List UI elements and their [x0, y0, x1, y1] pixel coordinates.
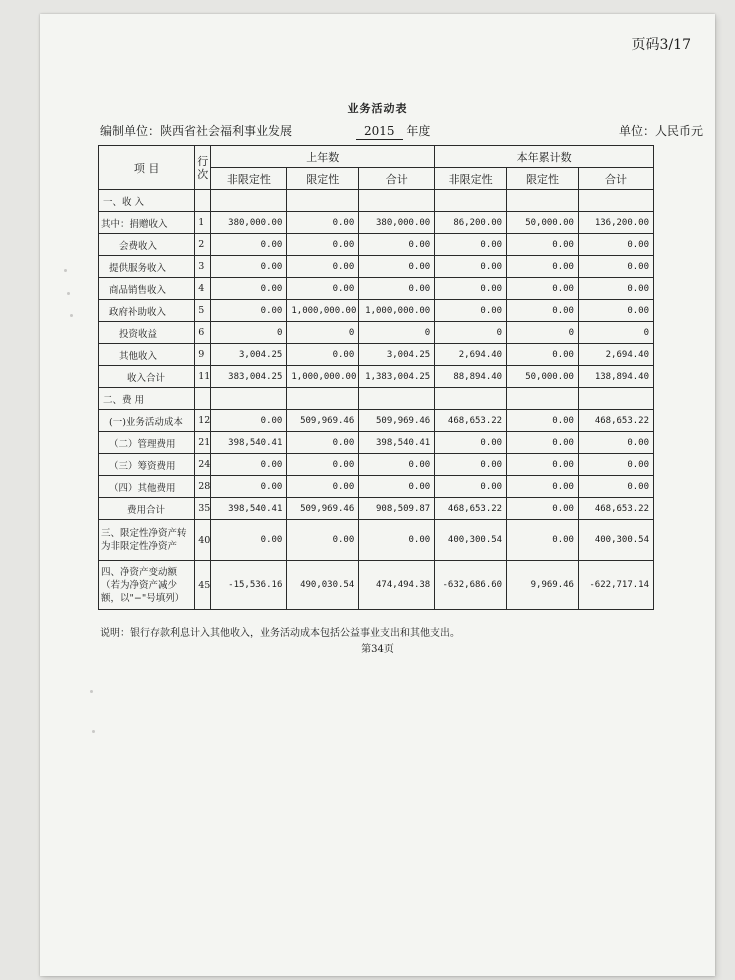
cell-value [507, 388, 579, 410]
cell-value: 0.00 [359, 234, 435, 256]
cell-value: 0.00 [287, 432, 359, 454]
header-prev-nonrestricted: 非限定性 [211, 168, 287, 190]
cell-value: 468,653.22 [435, 498, 507, 520]
header-cur-total: 合计 [578, 168, 653, 190]
paper-speck [90, 690, 93, 693]
cell-value [211, 388, 287, 410]
cell-value: 380,000.00 [211, 212, 287, 234]
row-label: 会费收入 [99, 234, 195, 256]
cell-value: 88,894.40 [435, 366, 507, 388]
cell-value: 0.00 [507, 256, 579, 278]
currency-unit: 单位：人民币元 [618, 124, 703, 138]
header-prev-restricted: 限定性 [287, 168, 359, 190]
cell-value: 0.00 [287, 344, 359, 366]
cell-value [287, 190, 359, 212]
row-label: 政府补助收入 [99, 300, 195, 322]
cell-value: 0 [211, 322, 287, 344]
row-line-no: 35 [195, 498, 211, 520]
header-item: 项 目 [99, 146, 195, 190]
cell-value: 138,894.40 [578, 366, 653, 388]
table-row [99, 322, 654, 344]
header-prev-year: 上年数 [211, 146, 435, 168]
cell-value: 0.00 [507, 234, 579, 256]
cell-value: 3,004.25 [211, 344, 287, 366]
cell-value: 0.00 [435, 454, 507, 476]
cell-value: 0.00 [435, 476, 507, 498]
cell-value: 468,653.22 [578, 410, 653, 432]
cell-value: 0.00 [287, 454, 359, 476]
row-line-no: 9 [195, 344, 211, 366]
row-line-no: 4 [195, 278, 211, 300]
cell-value: 50,000.00 [507, 212, 579, 234]
cell-value: 509,969.46 [359, 410, 435, 432]
table-row [99, 520, 654, 561]
cell-value: 400,300.54 [435, 520, 507, 561]
cell-value: 136,200.00 [578, 212, 653, 234]
cell-value: 509,969.46 [287, 498, 359, 520]
cell-value: 2,694.40 [435, 344, 507, 366]
cell-value: 398,540.41 [211, 498, 287, 520]
row-label: （四）其他费用 [99, 476, 195, 498]
document-page [40, 14, 715, 976]
cell-value: 1,000,000.00 [359, 300, 435, 322]
cell-value: 0.00 [211, 454, 287, 476]
organization-name: 陕西省社会福利事业发展 [160, 124, 293, 138]
cell-value: 9,969.46 [507, 561, 579, 610]
paper-speck [67, 292, 70, 295]
cell-value [578, 388, 653, 410]
cell-value: 50,000.00 [507, 366, 579, 388]
cell-value: 0 [507, 322, 579, 344]
cell-value: 0.00 [287, 278, 359, 300]
table-row [99, 234, 654, 256]
cell-value: 0 [287, 322, 359, 344]
cell-value: 0.00 [507, 498, 579, 520]
cell-value [211, 190, 287, 212]
cell-value: 490,030.54 [287, 561, 359, 610]
row-label: 投资收益 [99, 322, 195, 344]
table-row [99, 278, 654, 300]
cell-value: 0.00 [287, 476, 359, 498]
cell-value [435, 190, 507, 212]
cell-value: 0 [435, 322, 507, 344]
cell-value: 0.00 [578, 234, 653, 256]
row-label: 一、收 入 [99, 190, 195, 212]
table-row [99, 498, 654, 520]
cell-value: 0.00 [435, 256, 507, 278]
cell-value: 0.00 [359, 256, 435, 278]
report-year-line [356, 122, 430, 139]
cell-value: 0.00 [435, 432, 507, 454]
cell-value [578, 190, 653, 212]
cell-value: 0.00 [507, 432, 579, 454]
cell-value: 398,540.41 [211, 432, 287, 454]
cell-value: 0.00 [287, 256, 359, 278]
paper-speck [64, 269, 67, 272]
cell-value: 1,383,004.25 [359, 366, 435, 388]
row-label: （三）筹资费用 [99, 454, 195, 476]
cell-value: 0.00 [211, 410, 287, 432]
cell-value: 0 [578, 322, 653, 344]
cell-value: -632,686.60 [435, 561, 507, 610]
table-row [99, 366, 654, 388]
cell-value: 509,969.46 [287, 410, 359, 432]
table-row [99, 344, 654, 366]
cell-value: 0.00 [287, 212, 359, 234]
table-row [99, 256, 654, 278]
cell-value [359, 388, 435, 410]
cell-value: -15,536.16 [211, 561, 287, 610]
table-row [99, 432, 654, 454]
cell-value: 0.00 [578, 300, 653, 322]
row-label: 提供服务收入 [99, 256, 195, 278]
cell-value: -622,717.14 [578, 561, 653, 610]
report-year-suffix: 年度 [406, 124, 431, 138]
table-row [99, 454, 654, 476]
cell-value: 0.00 [211, 300, 287, 322]
cell-value [435, 388, 507, 410]
row-label: 二、费 用 [99, 388, 195, 410]
table-row [99, 212, 654, 234]
row-line-no: 3 [195, 256, 211, 278]
table-row [99, 476, 654, 498]
cell-value: 0.00 [578, 256, 653, 278]
page-number: 第34页 [361, 644, 394, 655]
header-cur-nonrestricted: 非限定性 [435, 168, 507, 190]
cell-value: 0.00 [578, 432, 653, 454]
cell-value: 398,540.41 [359, 432, 435, 454]
header-line-no: 行次 [195, 146, 211, 190]
paper-speck [70, 314, 73, 317]
cell-value [287, 388, 359, 410]
cell-value: 1,000,000.00 [287, 300, 359, 322]
row-line-no: 1 [195, 212, 211, 234]
row-label: (一)业务活动成本 [99, 410, 195, 432]
cell-value: 0.00 [359, 520, 435, 561]
row-label: 商品销售收入 [99, 278, 195, 300]
row-label: 其中：捐赠收入 [99, 212, 195, 234]
table-row [99, 300, 654, 322]
cell-value: 0.00 [507, 278, 579, 300]
row-line-no [195, 388, 211, 410]
table-row [99, 190, 654, 212]
cell-value: 0.00 [211, 278, 287, 300]
cell-value: 0.00 [507, 476, 579, 498]
header-cur-restricted: 限定性 [507, 168, 579, 190]
activity-statement-table [98, 145, 654, 610]
cell-value: 0.00 [211, 476, 287, 498]
cell-value: 0.00 [435, 278, 507, 300]
cell-value: 86,200.00 [435, 212, 507, 234]
row-line-no: 11 [195, 366, 211, 388]
table-row [99, 388, 654, 410]
cell-value: 0.00 [435, 300, 507, 322]
cell-value: 0.00 [359, 278, 435, 300]
row-label: 四、净资产变动额（若为净资产减少额，以"−"号填列） [99, 561, 195, 610]
table-row [99, 561, 654, 610]
cell-value: 0.00 [578, 454, 653, 476]
cell-value: 0.00 [211, 520, 287, 561]
row-line-no: 24 [195, 454, 211, 476]
cell-value: 2,694.40 [578, 344, 653, 366]
row-line-no: 5 [195, 300, 211, 322]
row-line-no: 40 [195, 520, 211, 561]
cell-value: 0 [359, 322, 435, 344]
row-line-no: 21 [195, 432, 211, 454]
cell-value: 468,653.22 [578, 498, 653, 520]
report-title: 业务活动表 [347, 102, 408, 115]
cell-value: 0.00 [211, 234, 287, 256]
cell-value: 1,000,000.00 [287, 366, 359, 388]
cell-value: 0.00 [507, 410, 579, 432]
cell-value: 0.00 [287, 520, 359, 561]
cell-value: 0.00 [507, 344, 579, 366]
organization-line [100, 122, 292, 139]
footnote: 说明：银行存款利息计入其他收入，业务活动成本包括公益事业支出和其他支出。 [100, 628, 460, 639]
cell-value: 0.00 [578, 476, 653, 498]
row-label: 收入合计 [99, 366, 195, 388]
cell-value: 0.00 [359, 454, 435, 476]
page-code: 页码3/17 [631, 37, 691, 53]
cell-value: 380,000.00 [359, 212, 435, 234]
row-label: 其他收入 [99, 344, 195, 366]
row-label: （二）管理费用 [99, 432, 195, 454]
cell-value [507, 190, 579, 212]
cell-value: 0.00 [435, 234, 507, 256]
cell-value: 383,004.25 [211, 366, 287, 388]
cell-value: 0.00 [287, 234, 359, 256]
row-line-no: 2 [195, 234, 211, 256]
row-line-no: 12 [195, 410, 211, 432]
header-prev-total: 合计 [359, 168, 435, 190]
cell-value: 474,494.38 [359, 561, 435, 610]
cell-value: 0.00 [578, 278, 653, 300]
row-line-no: 28 [195, 476, 211, 498]
row-label: 三、限定性净资产转为非限定性净资产 [99, 520, 195, 561]
cell-value: 0.00 [507, 520, 579, 561]
row-line-no: 6 [195, 322, 211, 344]
cell-value: 0.00 [507, 454, 579, 476]
cell-value: 468,653.22 [435, 410, 507, 432]
paper-speck [92, 730, 95, 733]
cell-value: 908,509.87 [359, 498, 435, 520]
cell-value: 3,004.25 [359, 344, 435, 366]
row-line-no [195, 190, 211, 212]
table-row [99, 410, 654, 432]
report-year: 2015 [356, 124, 403, 140]
cell-value [359, 190, 435, 212]
row-label: 费用合计 [99, 498, 195, 520]
header-current-cumulative: 本年累计数 [435, 146, 654, 168]
cell-value: 400,300.54 [578, 520, 653, 561]
cell-value: 0.00 [211, 256, 287, 278]
cell-value: 0.00 [359, 476, 435, 498]
cell-value: 0.00 [507, 300, 579, 322]
row-line-no: 45 [195, 561, 211, 610]
organization-label: 编制单位： [100, 124, 161, 138]
